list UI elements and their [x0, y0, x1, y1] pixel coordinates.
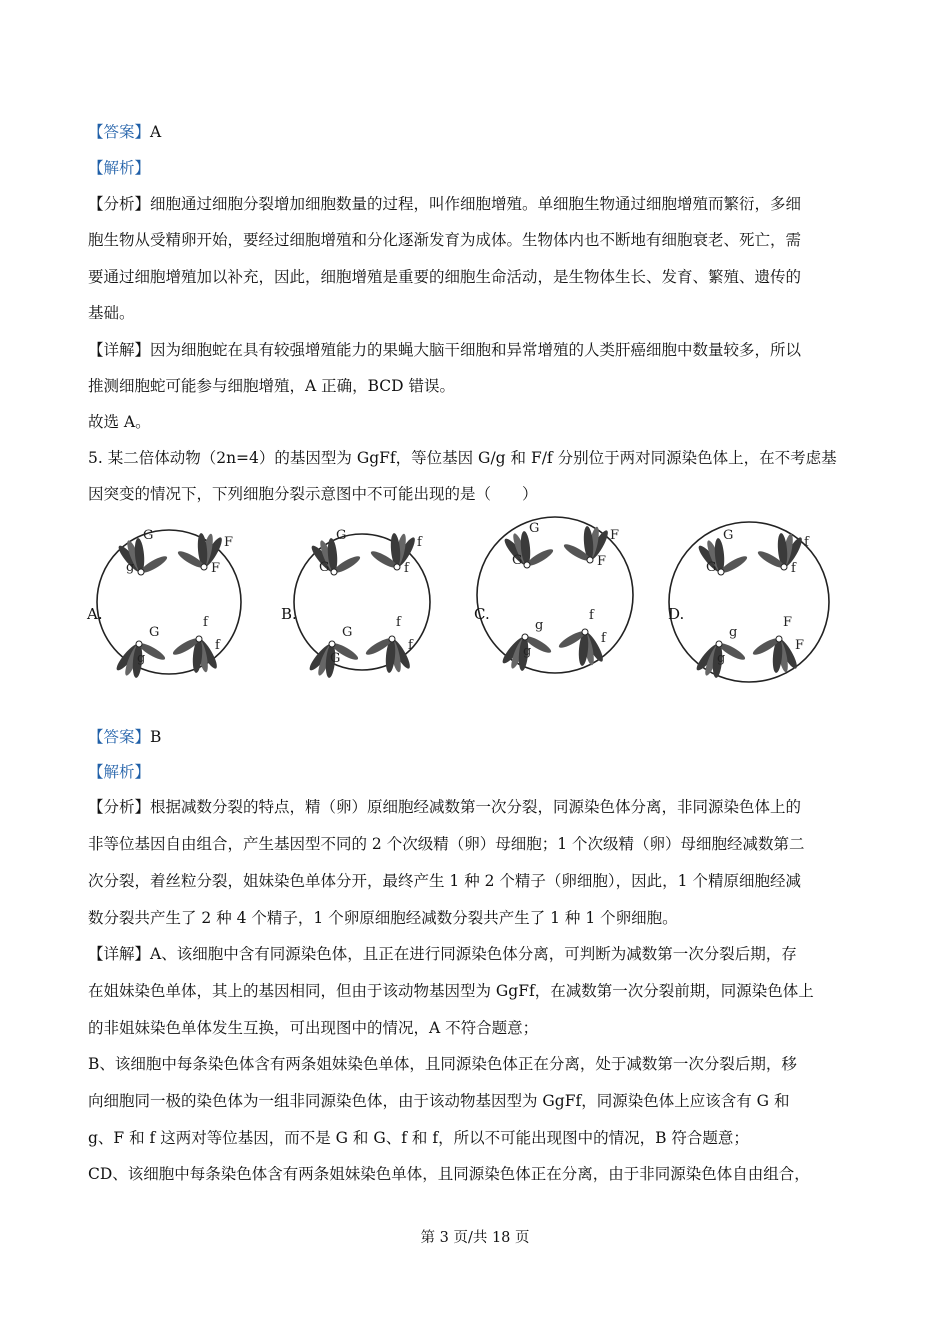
text-line: 要通过细胞增殖加以补充，因此，细胞增殖是重要的细胞生命活动，是生物体生长、发育、繁殖、遗传的 [88, 268, 802, 286]
gene-label: f [791, 561, 796, 576]
text-line: 次分裂，着丝粒分裂，姐妹染色单体分开，最终产生 1 种 2 个精子（卵细胞），因此，1 个精原细胞经减 [88, 872, 801, 890]
gene-label: G [336, 528, 347, 543]
text-line: 因为细胞蛇在具有较强增殖能力的果蝇大脑干细胞和异常增殖的人类肝癌细胞中数量较多，所以 [150, 341, 802, 359]
gene-label: f [804, 535, 809, 550]
gene-label: F [211, 561, 221, 576]
fenxi-tag: 【分析】 [88, 798, 151, 816]
gene-label: f [203, 615, 208, 630]
text-line: 向细胞同一极的染色体为一组非同源染色体，由于该动物基因型为 GgFf，同源染色体上应该含有 G 和 [88, 1092, 790, 1110]
gene-label: F [783, 615, 793, 630]
page-footer: 第 3 页/共 18 页 [420, 1230, 530, 1246]
analysis-tag: 【解析】 [88, 763, 151, 781]
text-line: g、F 和 f 这两对等位基因，而不是 G 和 G、f 和 f，所以不可能出现图中的情况，B 符合题意； [88, 1129, 749, 1147]
fenxi-line [88, 797, 801, 817]
gene-label: g [126, 560, 135, 575]
question-line: 5. 某二倍体动物（2n=4）的基因型为 GgFf，等位基因 G/g 和 F/f 分别位于两对同源染色体上，在不考虑基 [88, 449, 837, 467]
gene-label: G [512, 553, 523, 568]
answer-value: B [150, 728, 162, 746]
chromosome [364, 636, 413, 674]
answer-tag: 【答案】 [88, 123, 151, 141]
text-line: 细胞通过细胞分裂增加细胞数量的过程，叫作细胞增殖。单细胞生物通过细胞增殖而繁衍，多细 [150, 195, 802, 213]
option-b-label[interactable]: B. [281, 605, 297, 623]
chromosome [696, 538, 749, 576]
gene-label: F [610, 528, 620, 543]
figure-svg [84, 515, 874, 690]
text-line: 胞生物从受精卵开始，要经过细胞增殖和分化逐渐发育为成体。生物体内也不断地有细胞衰老、死亡，需 [88, 231, 802, 249]
text-line: 推测细胞蛇可能参与细胞增殖，A 正确，BCD 错误。 [88, 377, 456, 395]
cell-option-a [97, 528, 241, 678]
cell-option-b [294, 528, 430, 678]
chromosome [309, 538, 362, 576]
xiangjie-line [88, 340, 801, 360]
cell-option-d [669, 522, 829, 682]
option-d-label[interactable]: D. [668, 605, 685, 623]
analysis-tag: 【解析】 [88, 159, 151, 177]
gene-label: F [224, 535, 234, 550]
text-line: 基础。 [88, 304, 135, 322]
gene-label: G [149, 625, 160, 640]
gene-label: F [597, 554, 607, 569]
option-a-label[interactable]: A. [87, 605, 103, 623]
gene-label: G [342, 625, 353, 640]
answer-line-2 [88, 727, 161, 747]
gene-label: f [589, 608, 594, 623]
text-line: 的非姐妹染色单体发生互换，可出现图中的情况，A 不符合题意； [88, 1019, 539, 1037]
option-c-label[interactable]: C. [474, 605, 490, 623]
chromosome [751, 636, 800, 674]
chromosome [502, 531, 555, 569]
text-line: A、该细胞中含有同源染色体，且正在进行同源染色体分离，可判断为减数第一次分裂后期，存 [150, 945, 797, 963]
fenxi-line [88, 194, 801, 214]
gene-label: f [215, 638, 220, 653]
gene-label: f [404, 561, 409, 576]
chromosome [369, 533, 418, 571]
answer-tag: 【答案】 [88, 728, 151, 746]
gene-label: f [408, 638, 413, 653]
gene-label: g [717, 651, 726, 666]
cell-option-c [477, 517, 633, 673]
xiangjie-tag: 【详解】 [88, 945, 151, 963]
fenxi-tag: 【分析】 [88, 195, 151, 213]
gene-label: G [319, 560, 330, 575]
gene-label: G [706, 560, 717, 575]
gene-label: f [417, 535, 422, 550]
question-line: 因突变的情况下，下列细胞分裂示意图中不可能出现的是（ ） [88, 485, 538, 503]
answer-value: A [150, 123, 162, 141]
gene-label: g [523, 644, 532, 659]
gene-label: G [723, 528, 734, 543]
gene-label: G [143, 528, 154, 543]
gene-label: g [729, 625, 738, 640]
chromosome [116, 538, 169, 576]
gene-label: g [137, 651, 146, 666]
text-line: 根据减数分裂的特点，精（卵）原细胞经减数第一次分裂，同源染色体分离，非同源染色体上的 [150, 798, 802, 816]
gene-label: G [529, 521, 540, 536]
conclusion: 故选 A。 [88, 413, 151, 431]
chromosome [171, 636, 220, 674]
text-line: B、该细胞中每条染色体含有两条姐妹染色单体，且同源染色体正在分离，处于减数第一次分裂后期，移 [88, 1055, 797, 1073]
gene-label: G [330, 651, 341, 666]
gene-label: f [396, 615, 401, 630]
gene-label: g [535, 618, 544, 633]
cell-division-figure [84, 515, 874, 690]
text-line: 非等位基因自由组合，产生基因型不同的 2 个次级精（卵）母细胞；1 个次级精（卵）母细胞经减数第二 [88, 835, 805, 853]
xiangjie-line [88, 944, 797, 964]
xiangjie-tag: 【详解】 [88, 341, 151, 359]
gene-label: f [601, 631, 606, 646]
answer-line-1 [88, 122, 161, 142]
text-line: 在姐妹染色单体，其上的基因相同，但由于该动物基因型为 GgFf，在减数第一次分裂前期，同源染色体上 [88, 982, 814, 1000]
text-line: CD、该细胞中每条染色体含有两条姐妹染色单体，且同源染色体正在分离，由于非同源染色体自由组合， [88, 1165, 810, 1183]
text-line: 数分裂共产生了 2 种 4 个精子，1 个卵原细胞经减数分裂共产生了 1 种 1 个卵细胞。 [88, 909, 678, 927]
gene-label: F [795, 638, 805, 653]
